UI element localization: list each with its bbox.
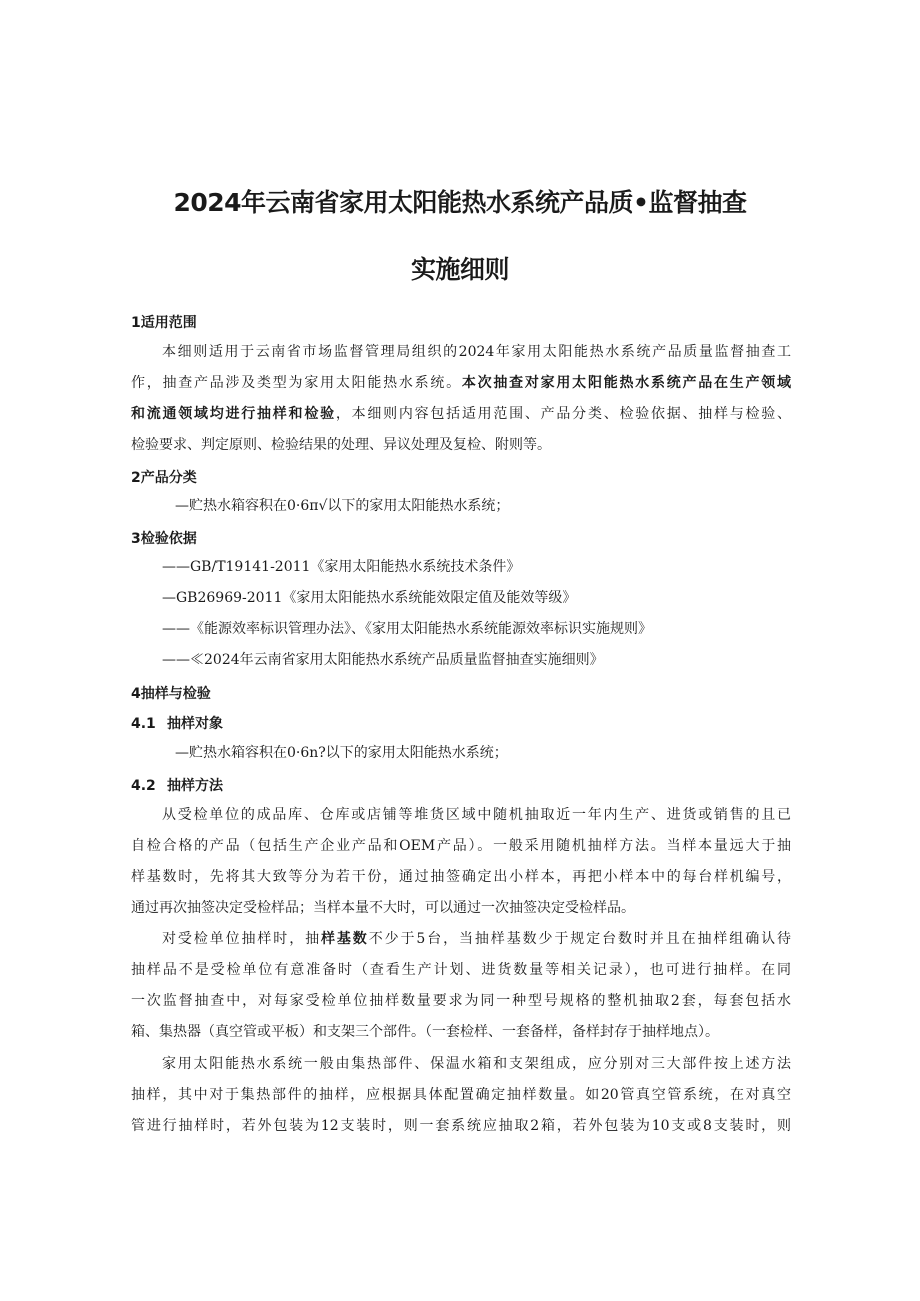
paragraph-line: 抽样品不是受检单位有意准备时（查看生产计划、进货数量等相关记录），也可进行抽样。在同 [131,962,791,978]
reference-item: ——≪2024年云南省家用太阳能热水系统产品质量监督抽查实施细则》 [162,652,604,668]
section-4-1-heading [131,713,223,733]
document-title-line-1: 2024年云南省家用太阳能热水系统产品质•监督抽查 [173,188,747,217]
emphasis-text: 和流通领域均进行抽样和检验 [131,406,336,422]
reference-item: —GB26969-2011《家用太阳能热水系统能效限定值及能效等级》 [162,590,577,606]
paragraph-line: 通过再次抽签决定受检样品；当样本量不大时，可以通过一次抽签决定受检样品。 [131,900,635,916]
emphasis-text: 本次抽查对家用太阳能热水系统产品在生产领域 [461,375,792,391]
section-4-1-list-item: —贮热水箱容积在0·6n?以下的家用太阳能热水系统； [175,745,508,761]
section-1-paragraph-line [131,404,791,424]
section-title: 抽样对象 [167,716,223,732]
paragraph-line [162,929,791,949]
section-4-heading: 4抽样与检验 [131,686,211,702]
paragraph-line: 箱、集热器（真空管或平板）和支架三个部件。（一套检样、一套备样，备样封存于抽样地点）。 [131,1024,719,1040]
section-1-heading: 1适用范围 [131,315,197,331]
document-title-line-2: 实施细则 [410,255,509,284]
section-1-paragraph-line: 检验要求、判定原则、检验结果的处理、异议处理及复检、附则等。 [131,437,551,453]
paragraph-line: 从受检单位的成品库、仓库或店铺等堆货区域中随机抽取近一年内生产、进货或销售的且已 [162,807,791,823]
section-4-2-heading [131,775,223,795]
paragraph-text: 作，抽查产品涉及类型为家用太阳能热水系统。 [131,375,462,391]
section-1-paragraph-line [131,373,791,393]
section-title: 抽样方法 [167,778,223,794]
section-2-heading: 2产品分类 [131,470,197,486]
section-3-heading: 3检验依据 [131,531,197,547]
section-number: 4.1 [131,716,156,732]
paragraph-line: 自检合格的产品（包括生产企业产品和OEM产品）。一般采用随机抽样方法。当样本量远大于抽 [131,838,791,854]
paragraph-line: 管进行抽样时，若外包装为12支装时，则一套系统应抽取2箱，若外包装为10支或8支装时，则 [131,1118,791,1134]
paragraph-text: 不少于5台，当抽样基数少于规定台数时并且在抽样组确认待 [368,931,792,947]
reference-item: ——GB/T19141-2011《家用太阳能热水系统技术条件》 [162,559,521,575]
paragraph-line: 家用太阳能热水系统一般由集热部件、保温水箱和支架组成，应分别对三大部件按上述方法 [162,1056,791,1072]
paragraph-text: 对受检单位抽样时，抽 [162,931,321,947]
paragraph-text: ，本细则内容包括适用范围、产品分类、检验依据、抽样与检验、 [335,406,792,422]
section-1-paragraph-line: 本细则适用于云南省市场监督管理局组织的2024年家用太阳能热水系统产品质量监督抽查工 [162,344,791,360]
emphasis-text: 样基数 [321,931,369,947]
paragraph-line: 一次监督抽查中，对每家受检单位抽样数量要求为同一种型号规格的整机抽取2套，每套包括水 [131,993,791,1009]
section-number: 4.2 [131,778,156,794]
paragraph-line: 样基数时，先将其大致等分为若干份，通过抽签确定出小样本，再把小样本中的每台样机编号， [131,869,791,885]
reference-item: ——《能源效率标识管理办法》、《家用太阳能热水系统能源效率标识实施规则》 [162,621,652,637]
paragraph-line: 抽样，其中对于集热部件的抽样，应根据具体配置确定抽样数量。如20管真空管系统，在对真空 [131,1087,791,1103]
section-2-list-item: —贮热水箱容积在0·6π√以下的家用太阳能热水系统； [175,498,510,514]
